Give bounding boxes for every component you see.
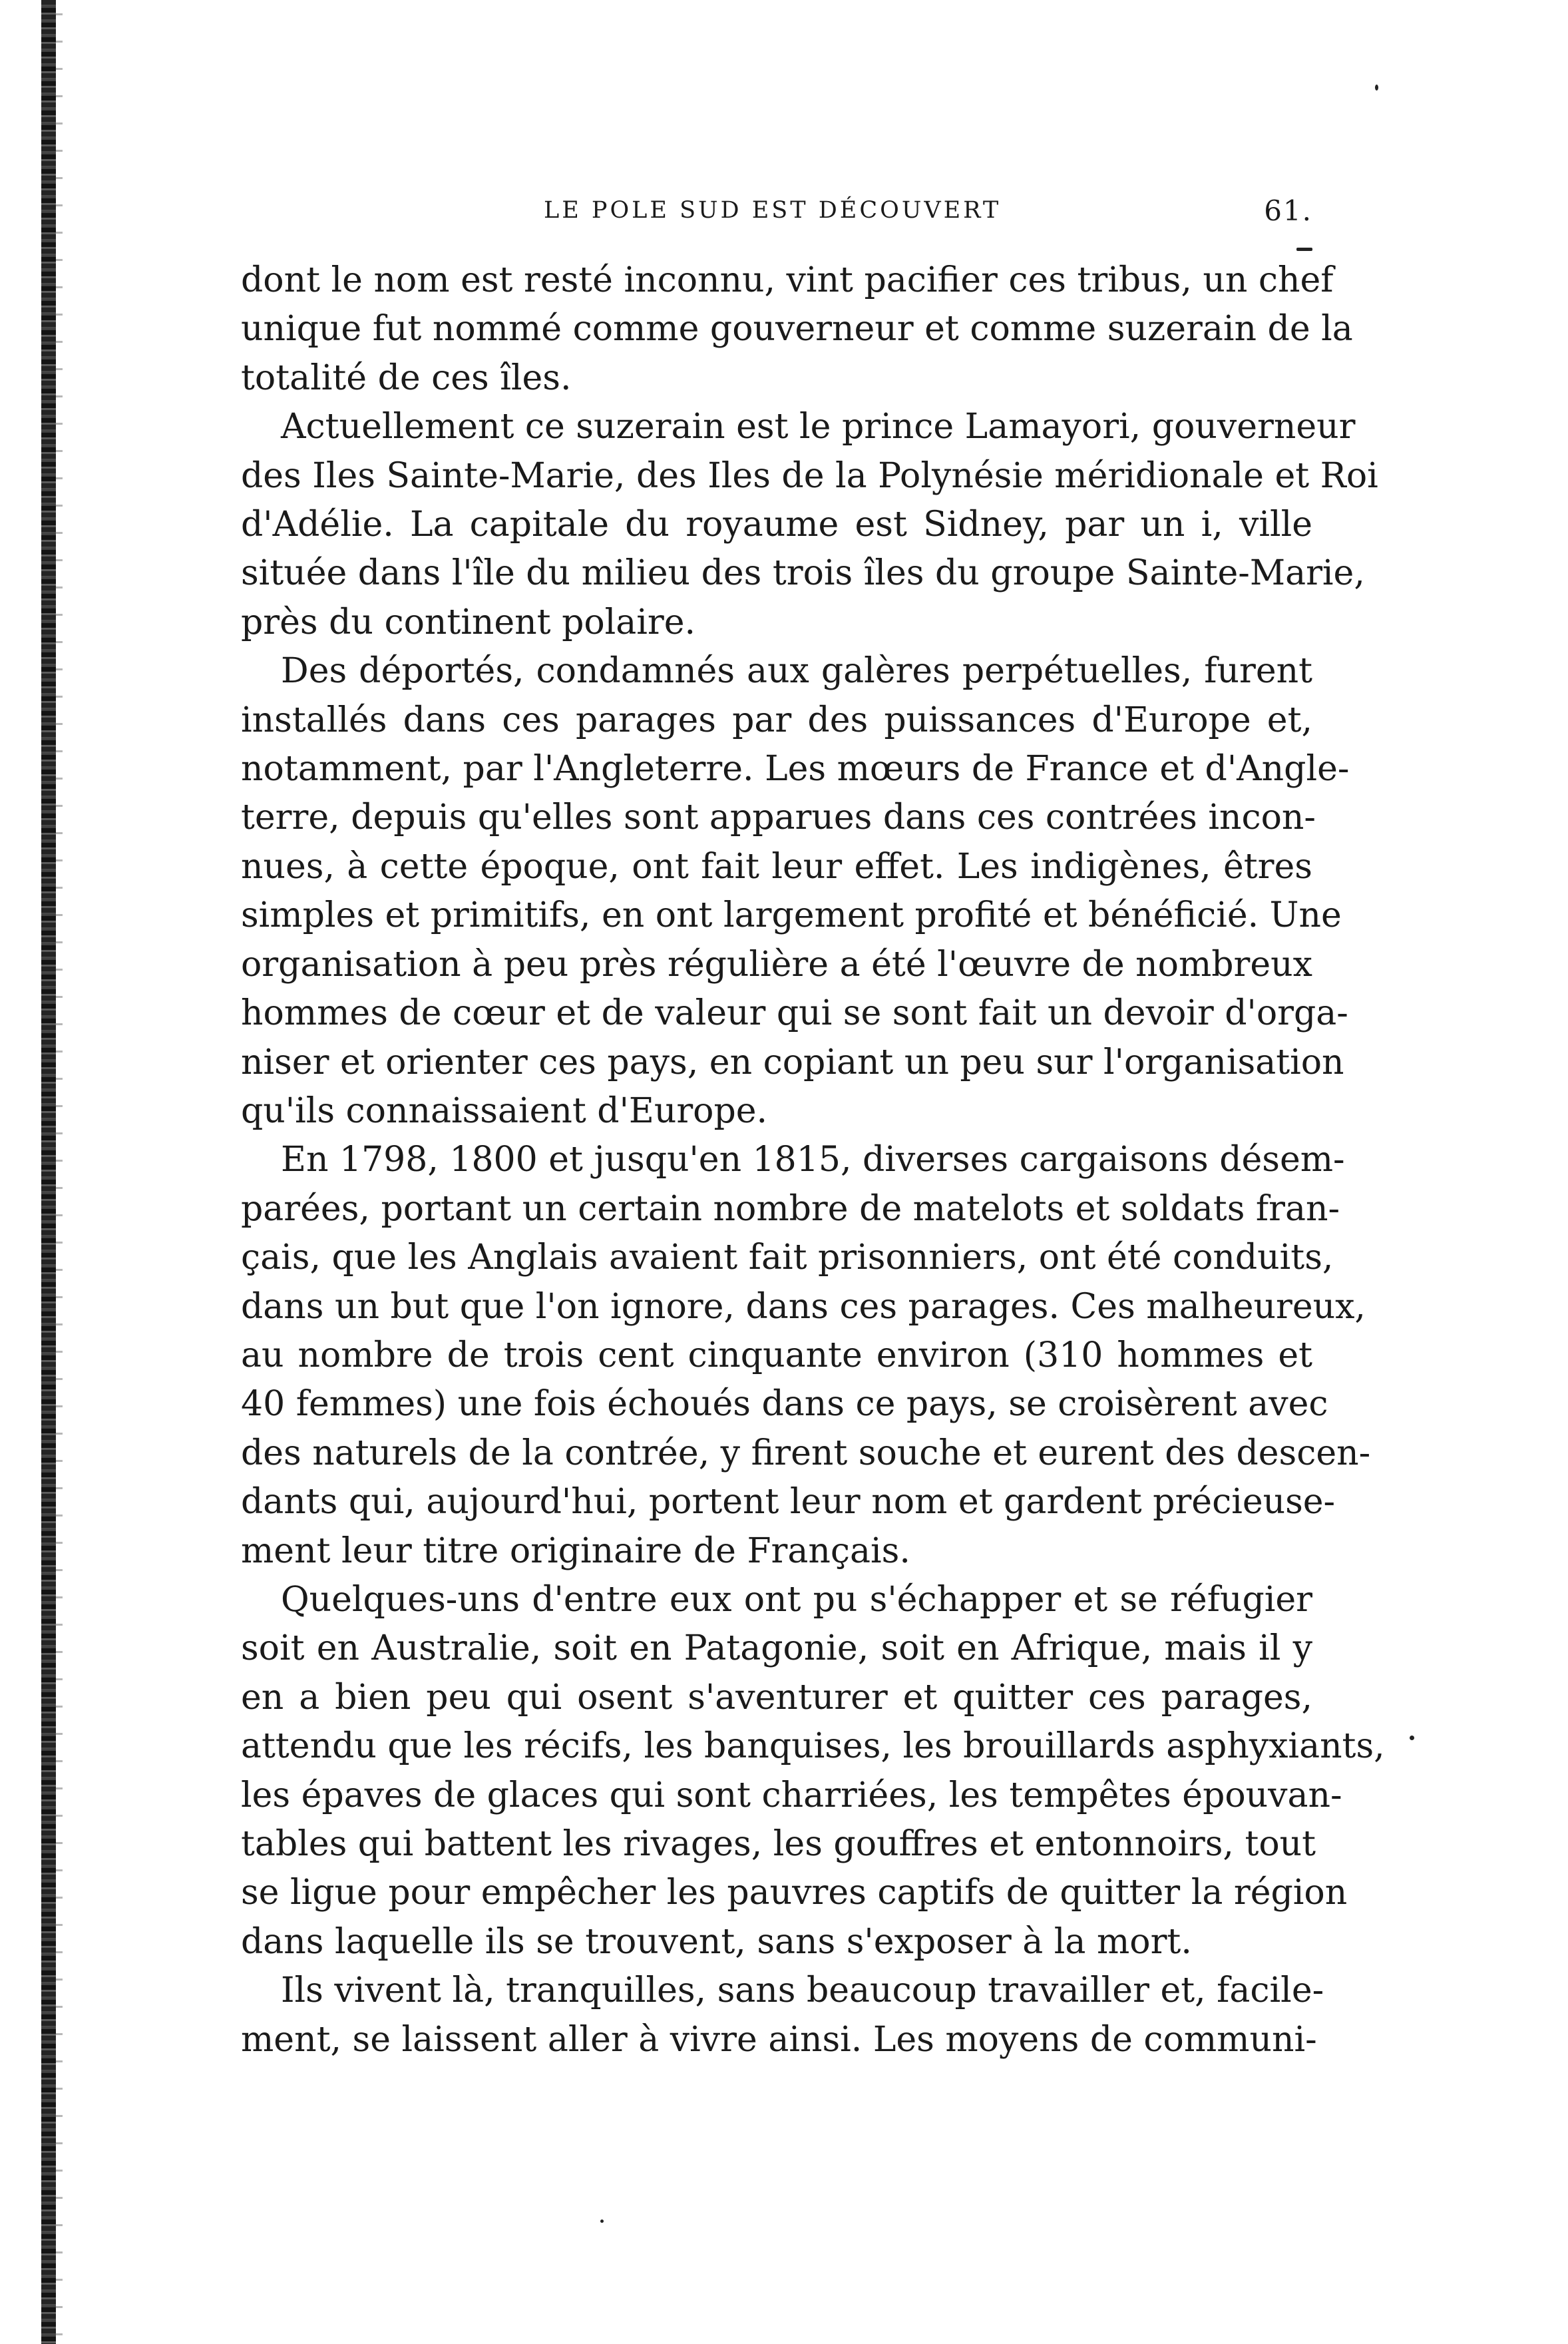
text-line: nues, à cette époque, ont fait leur effet. Les indigènes, êtres xyxy=(241,846,1312,887)
text-line: située dans l'île du milieu des trois îles du groupe Sainte-Marie, xyxy=(241,553,1365,594)
paragraph xyxy=(241,1967,1324,2064)
text-line: 40 femmes) une fois échoués dans ce pays, se croisèrent avec xyxy=(241,1384,1328,1425)
text-line: se ligue pour empêcher les pauvres captifs de quitter la région xyxy=(241,1873,1348,1913)
text-line: tables qui battent les rivages, les gouffres et entonnoirs, tout xyxy=(241,1824,1316,1864)
paragraph xyxy=(241,403,1378,647)
scan-page-edge-fringe xyxy=(56,0,63,2344)
text-line: simples et primitifs, en ont largement profité et bénéficié. Une xyxy=(241,895,1342,936)
text-line: organisation à peu près régulière a été l'œuvre de nombreux xyxy=(241,944,1312,985)
text-line: ment, se laissent aller à vivre ainsi. Les moyens de communi- xyxy=(241,2019,1317,2060)
text-line: Des déportés, condamnés aux galères perpétuelles, furent xyxy=(281,651,1312,692)
text-line: dans laquelle ils se trouvent, sans s'exposer à la mort. xyxy=(241,1921,1192,1962)
body-text xyxy=(241,256,1385,2064)
text-line: En 1798, 1800 et jusqu'en 1815, diverses cargaisons désem- xyxy=(281,1140,1345,1180)
text-line: hommes de cœur et de valeur qui se sont fait un devoir d'orga- xyxy=(241,993,1348,1034)
paragraph xyxy=(241,1576,1385,1967)
text-line: près du continent polaire. xyxy=(241,602,696,642)
scan-speck xyxy=(1296,248,1312,251)
text-line: notamment, par l'Angleterre. Les mœurs de France et d'Angle- xyxy=(241,749,1350,790)
text-line: çais, que les Anglais avaient fait prisonniers, ont été conduits, xyxy=(241,1238,1334,1278)
text-line: dants qui, aujourd'hui, portent leur nom et gardent précieuse- xyxy=(241,1482,1336,1523)
running-head: LE POLE SUD EST DÉCOUVERT xyxy=(544,197,1002,224)
text-line: Actuellement ce suzerain est le prince Lamayori, gouverneur xyxy=(281,407,1356,447)
text-line: niser et orienter ces pays, en copiant un peu sur l'organisation xyxy=(241,1042,1344,1082)
scan-page-edge xyxy=(41,0,56,2344)
text-line: Quelques-uns d'entre eux ont pu s'échapper et se réfugier xyxy=(281,1579,1312,1620)
text-line: installés dans ces parages par des puissances d'Europe et, xyxy=(241,700,1312,740)
text-line: en a bien peu qui osent s'aventurer et quitter ces parages, xyxy=(241,1677,1312,1718)
text-line: attendu que les récifs, les banquises, les brouillards asphyxiants, xyxy=(241,1726,1385,1767)
scan-speck xyxy=(600,2220,604,2223)
text-line: unique fut nommé comme gouverneur et comme suzerain de la xyxy=(241,309,1353,350)
page-header xyxy=(241,194,1312,244)
scan-speck xyxy=(1375,85,1378,91)
text-line: parées, portant un certain nombre de matelots et soldats fran- xyxy=(241,1188,1340,1229)
text-line: d'Adélie. La capitale du royaume est Sidney, par un i, ville xyxy=(241,505,1312,545)
paragraph xyxy=(241,256,1353,403)
text-line: dont le nom est resté inconnu, vint pacifier ces tribus, un chef xyxy=(241,260,1334,300)
text-line: au nombre de trois cent cinquante environ (310 hommes et xyxy=(241,1335,1312,1375)
text-line: terre, depuis qu'elles sont apparues dans ces contrées incon- xyxy=(241,798,1316,838)
text-line: des Iles Sainte-Marie, des Iles de la Polynésie méridionale et Roi xyxy=(241,455,1378,496)
text-line: des naturels de la contrée, y firent souche et eurent des descen- xyxy=(241,1433,1371,1473)
text-line: qu'ils connaissaient d'Europe. xyxy=(241,1090,768,1131)
text-line: les épaves de glaces qui sont charriées, les tempêtes épouvan- xyxy=(241,1775,1342,1815)
text-line: dans un but que l'on ignore, dans ces parages. Ces malheureux, xyxy=(241,1286,1366,1327)
text-line: soit en Australie, soit en Patagonie, soit en Afrique, mais il y xyxy=(241,1628,1312,1669)
paragraph xyxy=(241,1136,1371,1576)
text-line: ment leur titre originaire de Français. xyxy=(241,1530,910,1571)
text-line: totalité de ces îles. xyxy=(241,357,572,398)
text-line: Ils vivent là, tranquilles, sans beaucoup travailler et, facile- xyxy=(281,1971,1324,2011)
paragraph xyxy=(241,647,1350,1136)
scan-speck xyxy=(1410,1736,1414,1740)
page-number: 61. xyxy=(1264,194,1312,227)
